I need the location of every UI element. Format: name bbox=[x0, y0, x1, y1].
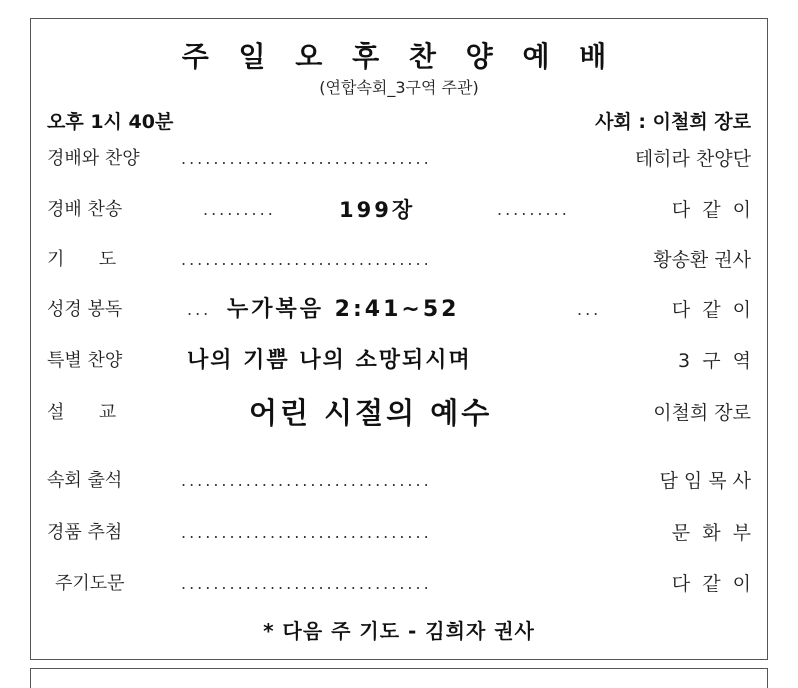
order-label: 설 교 bbox=[47, 402, 117, 423]
order-leader: 다 같 이 bbox=[671, 573, 751, 595]
order-row bbox=[31, 513, 767, 553]
order-leader: 3 구 역 bbox=[678, 350, 751, 372]
order-row bbox=[31, 240, 767, 280]
leader-dots: ............................... bbox=[181, 574, 432, 593]
order-row bbox=[31, 290, 767, 330]
order-label: 경품 추첨 bbox=[47, 522, 123, 543]
order-row bbox=[31, 564, 767, 604]
service-title: 주 일 오 후 찬 양 예 배 bbox=[181, 40, 617, 73]
order-leader: 문 화 부 bbox=[671, 522, 751, 544]
scripture-reading: 누가복음 2:41~52 bbox=[227, 297, 460, 322]
order-label: 특별 찬양 bbox=[47, 350, 123, 371]
order-leader: 테히라 찬양단 bbox=[634, 148, 751, 170]
order-leader: 이철희 장로 bbox=[653, 402, 751, 424]
order-label: 경배와 찬양 bbox=[47, 148, 140, 169]
leader-dots: ............................... bbox=[181, 471, 432, 490]
order-label: 주기도문 bbox=[55, 573, 125, 594]
order-row bbox=[31, 190, 767, 230]
next-week-prayer-note: * 다음 주 기도 - 김희자 권사 bbox=[263, 619, 535, 643]
order-leader: 담 임 목 사 bbox=[659, 470, 751, 492]
order-label: 성경 봉독 bbox=[47, 299, 123, 320]
leader-dots: ............................... bbox=[181, 250, 432, 269]
leader-dots: ............................... bbox=[181, 149, 432, 168]
leader-dots: ......... bbox=[203, 200, 276, 219]
order-row bbox=[31, 393, 767, 433]
leader-dots: ... bbox=[187, 300, 212, 319]
service-host: 사회 : 이철희 장로 bbox=[595, 111, 751, 133]
order-leader: 황송환 권사 bbox=[653, 249, 751, 271]
service-subtitle: (연합속회_3구역 주관) bbox=[319, 78, 479, 97]
order-label: 속회 출석 bbox=[47, 470, 123, 491]
order-label: 경배 찬송 bbox=[47, 199, 123, 220]
next-section-frame bbox=[30, 668, 768, 688]
order-label: 기 도 bbox=[47, 249, 117, 270]
leader-dots: ............................... bbox=[181, 523, 432, 542]
order-leader: 다 같 이 bbox=[671, 199, 751, 221]
order-leader: 다 같 이 bbox=[671, 299, 751, 321]
order-row bbox=[31, 461, 767, 501]
leader-dots: ... bbox=[577, 300, 602, 319]
service-time: 오후 1시 40분 bbox=[47, 111, 174, 133]
bulletin-frame bbox=[30, 18, 768, 660]
order-row bbox=[31, 341, 767, 381]
hymn-number: 199장 bbox=[339, 198, 416, 222]
order-row bbox=[31, 139, 767, 179]
sermon-title: 어린 시절의 예수 bbox=[249, 396, 493, 430]
leader-dots: ......... bbox=[497, 200, 570, 219]
special-song-title: 나의 기쁨 나의 소망되시며 bbox=[187, 348, 472, 373]
